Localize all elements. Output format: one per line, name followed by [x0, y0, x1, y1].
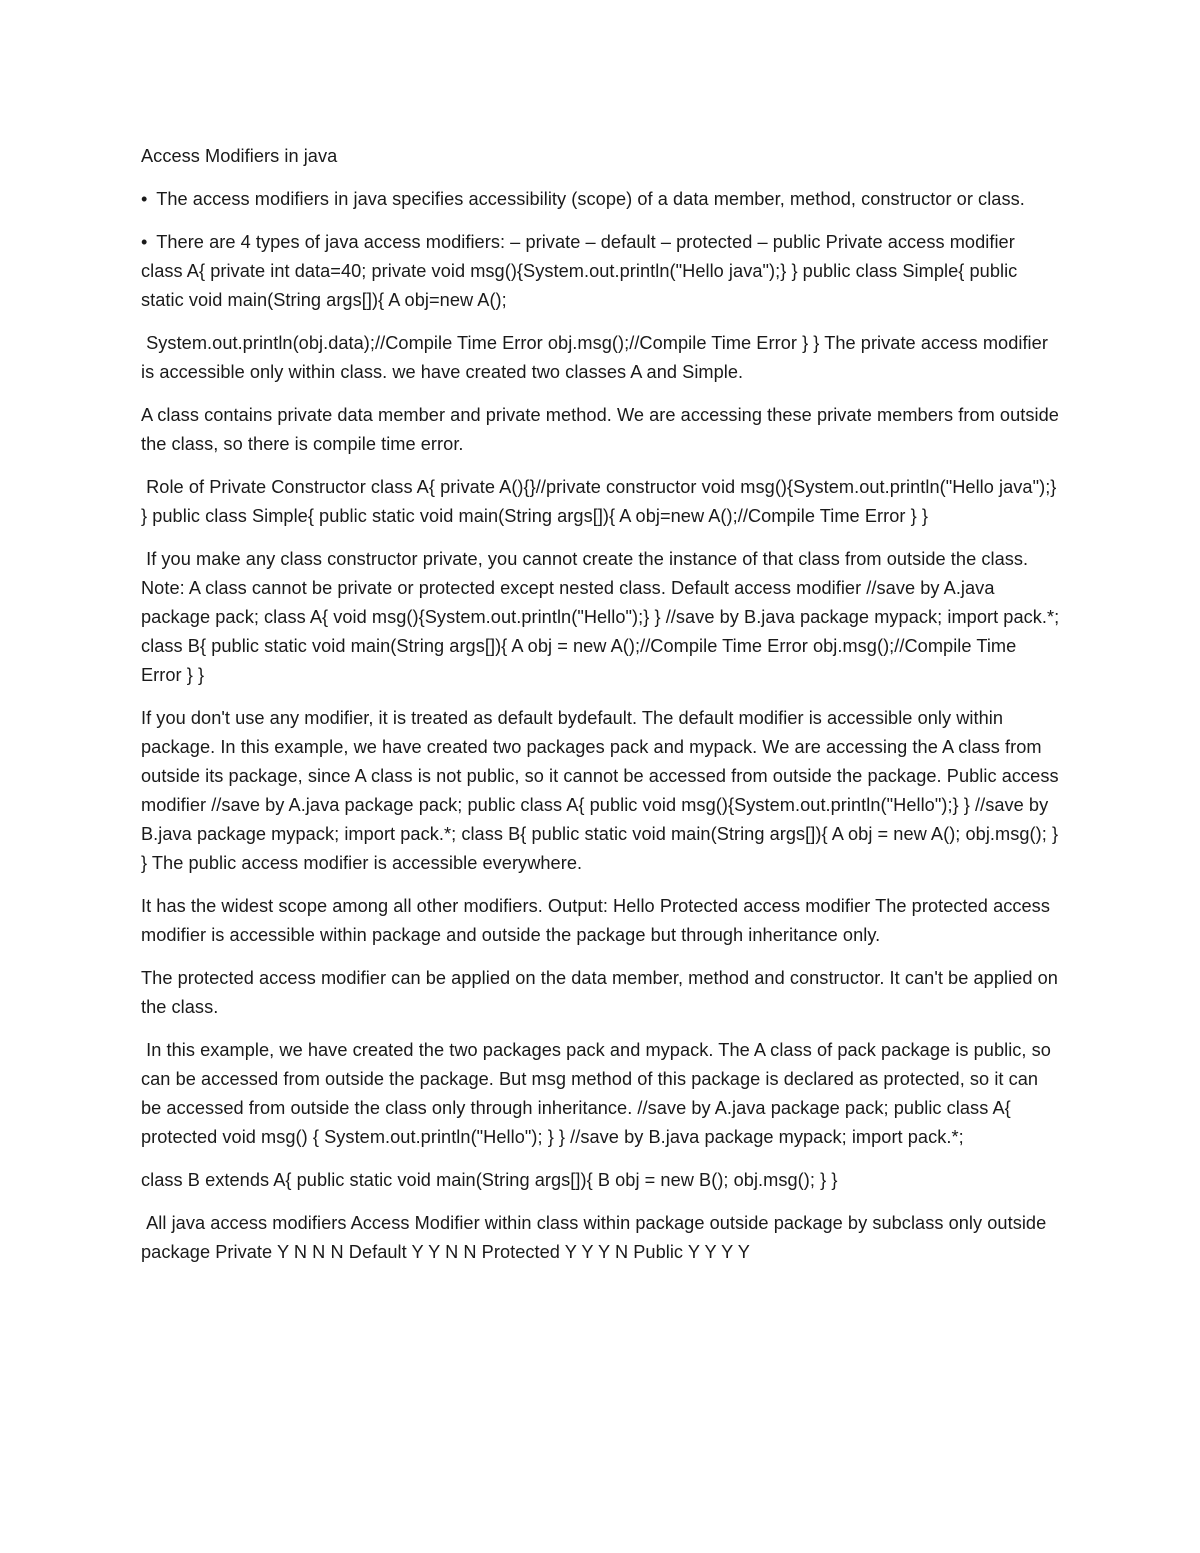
bullet-icon: •: [141, 232, 148, 252]
bullet-item: [141, 185, 1061, 214]
document-title: Access Modifiers in java: [141, 146, 338, 166]
paragraph: System.out.println(obj.data);//Compile Time Error obj.msg();//Compile Time Error } } The private access modifier is accessible only within class. we have created two classes A and Simple.: [141, 333, 1054, 382]
bullet-item: [141, 228, 1061, 315]
paragraph: It has the widest scope among all other modifiers. Output: Hello Protected access modifier The protected access modifier is accessible within package and outside the package but through inheritance only.: [141, 896, 1050, 945]
paragraph: All java access modifiers Access Modifier within class within package outside package by subclass only outside package Private Y N N N Default Y Y N N Protected Y Y Y N Public Y Y Y Y: [141, 1213, 1052, 1262]
bullet-text: The access modifiers in java specifies accessibility (scope) of a data member, method, constructor or class.: [156, 189, 1025, 209]
paragraph: If you don't use any modifier, it is treated as default bydefault. The default modifier is accessible only within package. In this example, we have created two packages pack and mypack. We are accessing the A class from outside its package, since A class is not public, so it cannot be accessed from outside the package. Public access modifier //save by A.java package pack; public class A{ public void msg(){System.out.println("Hello");} } //save by B.java package mypack; import pack.*; class B{ public static void main(String args[]){ A obj = new A(); obj.msg(); } } The public access modifier is accessible everywhere.: [141, 708, 1059, 873]
bullet-icon: •: [141, 189, 148, 209]
paragraph: class B extends A{ public static void main(String args[]){ B obj = new B(); obj.msg(); } }: [141, 1170, 838, 1190]
paragraph: The protected access modifier can be applied on the data member, method and constructor. It can't be applied on the class.: [141, 968, 1058, 1017]
paragraph: In this example, we have created the two packages pack and mypack. The A class of pack package is public, so can be accessed from outside the package. But msg method of this package is declared as protected, so it can be accessed from outside the class only through inheritance. //save by A.java package pack; public class A{ protected void msg() { System.out.println("Hello"); } } //save by B.java package mypack; import pack.*;: [141, 1040, 1057, 1147]
document-body: [141, 142, 1065, 1281]
paragraph: If you make any class constructor private, you cannot create the instance of that class from outside the class. Note: A class cannot be private or protected except nested class. Default access modifier //save by A.java package pack; class A{ void msg(){System.out.println("Hello");} } //save by B.java package mypack; import pack.*; class B{ public static void main(String args[]){ A obj = new A();//Compile Time Error obj.msg();//Compile Time Error } }: [141, 549, 1065, 685]
bullet-text: There are 4 types of java access modifiers: – private – default – protected – public Private access modifier class A{ private int data=40; private void msg(){System.out.println("Hello java");} } public class Simple{ public static void main(String args[]){ A obj=new A();: [141, 232, 1018, 310]
paragraph: A class contains private data member and private method. We are accessing these private members from outside the class, so there is compile time error.: [141, 405, 1059, 454]
paragraph: Role of Private Constructor class A{ private A(){}//private constructor void msg(){System.out.println("Hello java");} } public class Simple{ public static void main(String args[]){ A obj=new A();//Compile Time Error } }: [141, 477, 1062, 526]
